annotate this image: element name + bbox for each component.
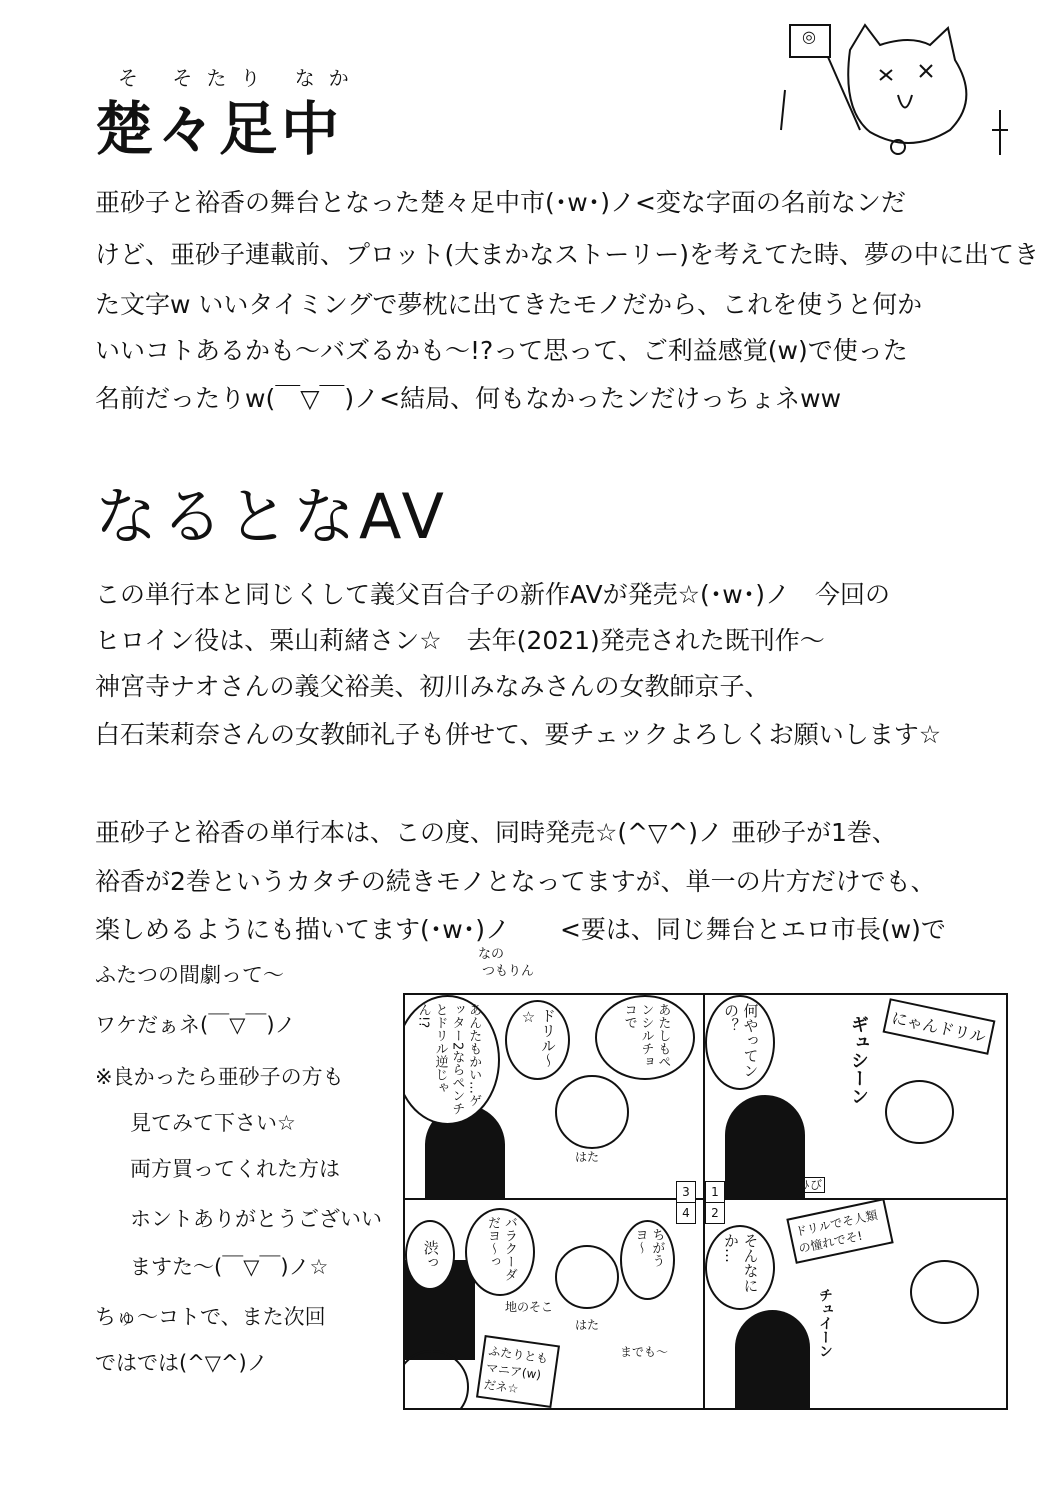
side-line: 両方買ってくれた方は (130, 1157, 340, 1181)
panel-order-number: 2 (705, 1202, 725, 1224)
speech-bubble: あんたもかい…ゲッター2ならペンチとドリル逆じゃん!? (405, 995, 500, 1125)
section2-line: ヒロイン役は、栗山莉緒さン☆ 去年(2021)発売された既刊作〜 (95, 626, 825, 655)
side-line: ふたつの間劇って〜 (95, 963, 284, 987)
girl-with-drill (555, 1245, 619, 1309)
side-line: ホントありがとうございい (130, 1207, 382, 1231)
sign: にゃんドリル (883, 998, 996, 1055)
section1-line: 名前だったりw(￣▽￣)ノ<結局、何もなかったンだけっちょネww (95, 384, 842, 413)
section2-line: 白石茉莉奈さんの女教師礼子も併せて、要チェックよろしくお願いします☆ (95, 720, 942, 749)
sign: ふたりともマニア(w)だネ☆ (476, 1335, 560, 1408)
section1-line: けど、亜砂子連載前、プロット(大まかなストーリー)を考えてた時、夢の中に出てき (95, 240, 1040, 269)
crack-tag: ひび (795, 1177, 825, 1193)
speech-bubble: 何やってンの？ (705, 995, 775, 1090)
comic-panel-4 (405, 1200, 705, 1408)
side-line: ※良かったら亜砂子の方も (95, 1065, 344, 1089)
cat-character (910, 1260, 979, 1324)
section2-line: 神宮寺ナオさんの義父裕美、初川みなみさんの女教師京子、 (95, 672, 770, 701)
section3-line: 裕香が2巻というカタチの続きモノとなってますが、単一の片方だけでも、 (95, 867, 936, 896)
section2-line: この単行本と同じくして義父百合子の新作AVが発売☆(･w･)ノ 今回の (95, 580, 890, 609)
girl-with-drill (555, 1075, 629, 1149)
section2-title: なるとなAV (95, 480, 448, 553)
shirt-text: はた (575, 1150, 600, 1164)
speech-bubble: 渋っ (405, 1220, 455, 1290)
dark-haired-girl (735, 1310, 810, 1408)
speech-bubble: あたしもペンシルチョコで (595, 995, 695, 1080)
comic-panel-1 (705, 995, 1006, 1200)
dark-haired-girl (725, 1095, 805, 1200)
four-panel-comic (403, 993, 1008, 1410)
title-ruby: そ そたり なか (118, 66, 363, 90)
aside-note: なの (478, 947, 505, 962)
cat-character (885, 1080, 954, 1144)
section1-line: た文字w いいタイミングで夢枕に出てきたモノだから、これを使うと何か (95, 290, 923, 319)
panel-order-number: 3 (676, 1181, 696, 1203)
side-line: ワケだぁネ(￣▽￣)ノ (95, 1013, 296, 1037)
shirt-text: はた (575, 1318, 600, 1332)
section1-title: 楚々足中 (95, 95, 344, 163)
panel-order-number: 4 (676, 1202, 696, 1224)
comic-panel-2 (705, 1200, 1006, 1408)
aside-note: つもりん (482, 964, 535, 979)
side-line: ちゅ〜コトで、また次回 (95, 1305, 326, 1329)
side-line: ますた〜(￣▽￣)ノ☆ (130, 1255, 329, 1279)
panel-order-number: 1 (705, 1181, 725, 1203)
section3-line: 亜砂子と裕香の単行本は、この度、同時発売☆(^▽^)ノ 亜砂子が1巻、 (95, 818, 897, 847)
section1-line: 亜砂子と裕香の舞台となった楚々足中市(･w･)ノ<変な字面の名前なンだ (95, 188, 906, 217)
annotation: までも〜 (620, 1345, 669, 1359)
speech-bubble: ちがうヨ〜 (620, 1220, 675, 1300)
section1-line: いいコトあるかも〜バズるかも〜!?って思って、ご利益感覚(w)で使った (95, 336, 908, 365)
side-line: 見てみて下さい☆ (130, 1111, 296, 1135)
side-line: ではでは(^▽^)ノ (95, 1351, 268, 1375)
sign: ドリルでそ人類の憧れでそ! (786, 1200, 893, 1264)
sound-effect: チュイーン (817, 1288, 833, 1358)
section3-line: 楽しめるようにも描いてます(･w･)ノ <要は、同じ舞台とエロ市長(w)で (95, 915, 946, 944)
speech-bubble: バラクーダだヨ〜っ (465, 1208, 535, 1296)
annotation: 地のそこ (505, 1300, 554, 1314)
speech-bubble: ドリル〜☆ (505, 1000, 570, 1080)
speech-bubble: そんなにか… (705, 1225, 775, 1310)
sound-effect: ギュシーン (848, 1015, 869, 1105)
comic-panel-3 (405, 995, 705, 1200)
flag-mark: ◎ (802, 27, 816, 46)
